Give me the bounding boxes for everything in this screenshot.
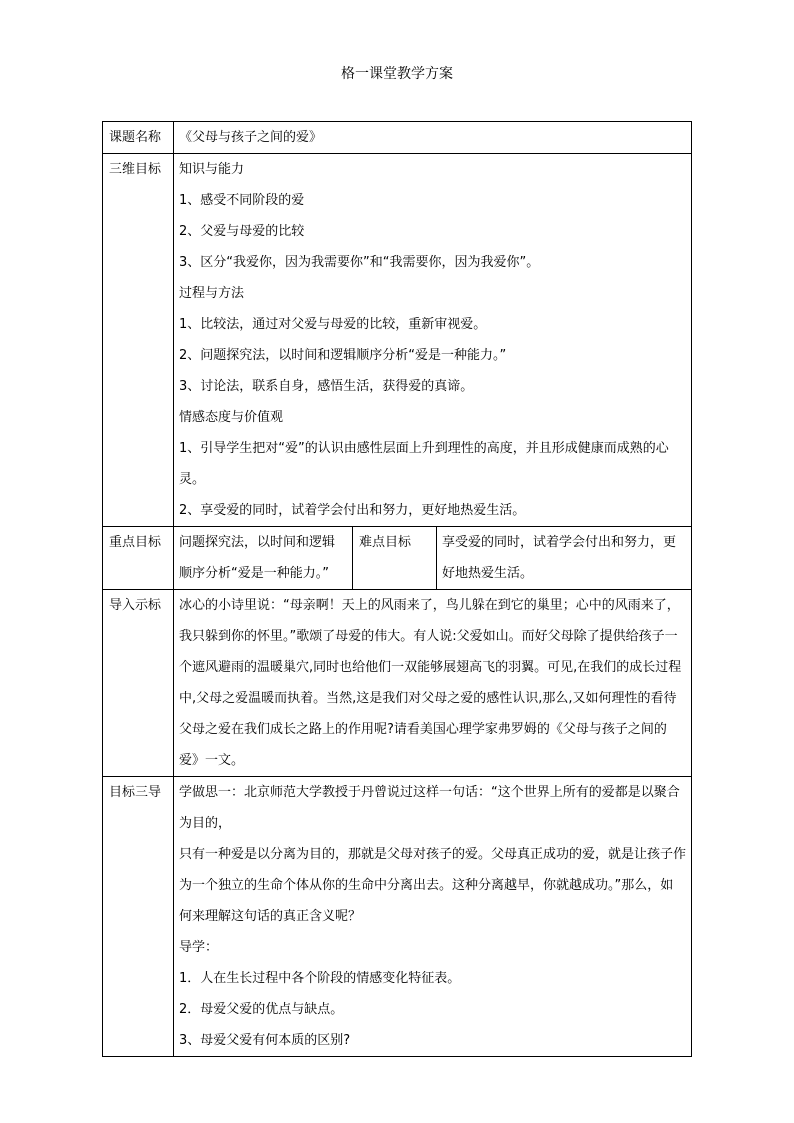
goals-line: 过程与方法 (179, 286, 245, 301)
goals-line: 2、问题探究法，以时间和逻辑顺序分析“爱是一种能力。” (179, 348, 507, 363)
goals-line: 情感态度与价值观 (179, 410, 284, 425)
goals-line: 1、引导学生把对“爱”的认识由感性层面上升到理性的高度，并且形成健康而成熟的心灵。 (179, 441, 669, 487)
guide-line: 2．母爱父爱的优点与缺点。 (179, 1002, 344, 1017)
topic-value: 《父母与孩子之间的爱》 (174, 122, 692, 154)
difficulty-label: 难点目标 (353, 527, 437, 590)
row-intro (103, 590, 692, 777)
guide-line: 导学： (179, 940, 219, 955)
row-goals (103, 154, 692, 527)
row-three-guides (103, 777, 692, 1057)
guide-line: 只有一种爱是以分离为目的，那就是父母对孩子的爱。父母真正成功的爱，就是让孩子作为一个独立的生命个体从你的生命中分离出去。这种分离越早，你就越成功。”那么，如何来理解这句话的真正含义呢？ (179, 847, 687, 924)
row-topic (103, 122, 692, 154)
goals-line: 2、父爱与母爱的比较 (179, 224, 305, 239)
goals-label: 三维目标 (103, 154, 174, 527)
goals-line: 1、比较法，通过对父爱与母爱的比较，重新审视爱。 (179, 317, 487, 332)
guide-line: 1．人在生长过程中各个阶段的情感变化特征表。 (179, 971, 461, 986)
lesson-plan-table (102, 121, 692, 1057)
goals-line: 知识与能力 (179, 162, 245, 177)
topic-label: 课题名称 (103, 122, 174, 154)
three-guides-content (174, 777, 692, 1057)
guide-line: 3、母爱父爱有何本质的区别? (179, 1033, 351, 1048)
goals-content (174, 154, 692, 527)
three-guides-label: 目标三导 (103, 777, 174, 1057)
difficulty-value: 享受爱的同时，试着学会付出和努力，更好地热爱生活。 (437, 527, 692, 590)
focus-value: 问题探究法，以时间和逻辑顺序分析“爱是一种能力。” (174, 527, 353, 590)
goals-line: 3、讨论法，联系自身，感悟生活，获得爱的真谛。 (179, 379, 474, 394)
guide-line: 学做思一：北京师范大学教授于丹曾说过这样一句话：“这个世界上所有的爱都是以聚合为目的， (179, 785, 680, 831)
page-title: 格一课堂教学方案 (341, 66, 453, 82)
goals-line: 3、区分“我爱你，因为我需要你”和“我需要你，因为我爱你”。 (179, 255, 540, 270)
row-focus (103, 527, 692, 590)
intro-label: 导入示标 (103, 590, 174, 777)
intro-text: 冰心的小诗里说：“母亲啊！天上的风雨来了，鸟儿躲在到它的巢里；心中的风雨来了，我只躲到你的怀里。”歌颂了母爱的伟大。有人说:父爱如山。而好父母除了提供给孩子一个遮风避雨的温暖巢穴,同时也给他们一双能够展翅高飞的羽翼。可见,在我们的成长过程中,父母之爱温暖而执着。当然,这是我们对父母之爱的感性认识,那么,又如何理性的看待父母之爱在我们成长之路上的作用呢?请看美国心理学家弗罗姆的《父母与孩子之间的爱》一文。 (174, 590, 692, 777)
goals-line: 2、享受爱的同时，试着学会付出和努力，更好地热爱生活。 (179, 503, 526, 518)
goals-line: 1、感受不同阶段的爱 (179, 193, 305, 208)
focus-label: 重点目标 (103, 527, 174, 590)
